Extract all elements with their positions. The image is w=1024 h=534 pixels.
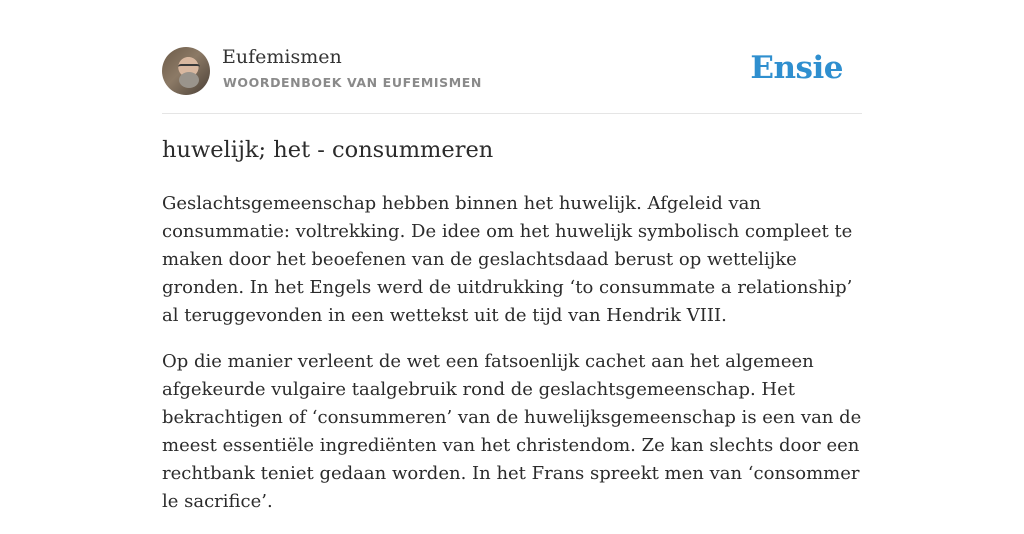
header	[162, 46, 862, 96]
divider	[162, 113, 862, 114]
entry-body	[162, 190, 862, 534]
site-name[interactable]: Eufemismen	[222, 46, 342, 68]
avatar-glasses	[178, 64, 200, 71]
paragraph: Geslachtsgemeenschap hebben binnen het huwelijk. Afgeleid van consummatie: voltrekking. De idee om het huwelijk symbolisch compleet te maken door het beoefenen van de geslachtsdaad berust op wettelijke gronden. In het Engels werd de uitdrukking ‘to consummate a relationship’ al teruggevonden in een wettekst uit de tijd van Hendrik VIII.	[162, 193, 853, 326]
brand-logo[interactable]: Ensie	[750, 50, 843, 86]
page-title: huwelijk; het - consummeren	[162, 137, 494, 163]
avatar-beard	[179, 72, 199, 88]
avatar[interactable]	[162, 47, 210, 95]
paragraph: Op die manier verleent de wet een fatsoenlijk cachet aan het algemeen afgekeurde vulgaire taalgebruik rond de geslachtsgemeenschap. Het bekrachtigen of ‘consummeren’ van de huwelijksgemeenschap is een van de meest essentiële ingrediënten van het christendom. Ze kan slechts door een rechtbank teniet gedaan worden. In het Frans spreekt men van ‘consommer le sacrifice’.	[162, 351, 862, 512]
site-subtitle[interactable]: WOORDENBOEK VAN EUFEMISMEN	[223, 75, 482, 90]
